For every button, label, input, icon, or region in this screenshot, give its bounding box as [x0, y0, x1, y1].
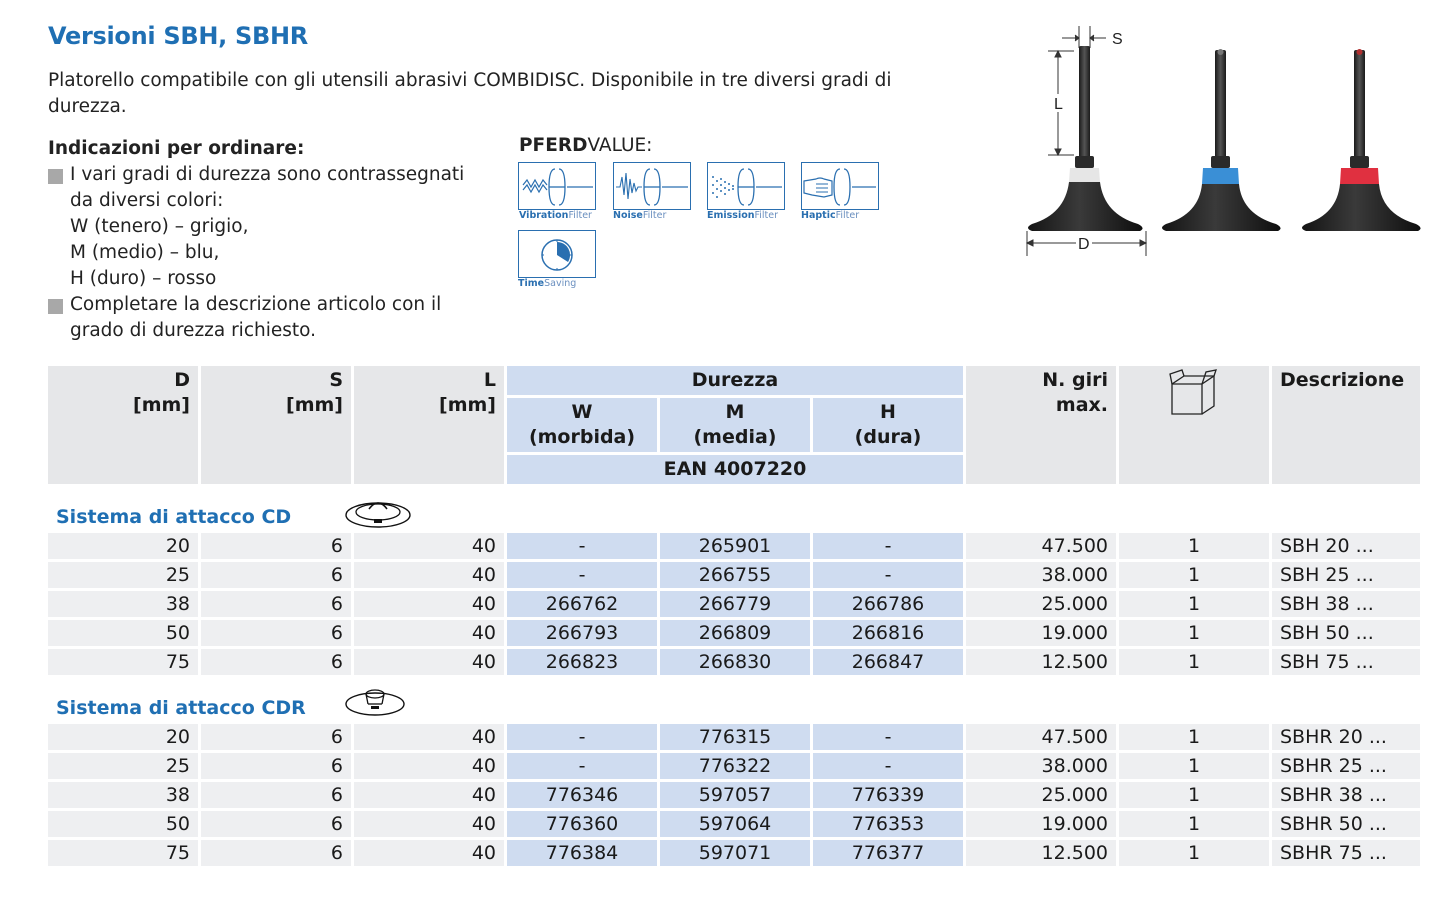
section-header [48, 675, 1420, 721]
cell-d: 25 [48, 750, 198, 779]
cell-pack-qty: 1 [1119, 646, 1269, 675]
cell-pack-qty: 1 [1119, 750, 1269, 779]
cell-max-rpm: 47.500 [966, 530, 1116, 559]
cell-ean-m: 266830 [660, 646, 810, 675]
cell-description: SBH 75 ... [1272, 646, 1420, 675]
cell-ean-w: 266762 [507, 588, 657, 617]
table-row [48, 530, 1420, 559]
pferd-value-heading: PFERDVALUE: [519, 135, 653, 156]
cell-s: 6 [201, 617, 351, 646]
section-title: Sistema di attacco CD [56, 506, 292, 528]
cell-s: 6 [201, 588, 351, 617]
cell-ean-w: - [507, 750, 657, 779]
cell-max-rpm: 12.500 [966, 646, 1116, 675]
cell-s: 6 [201, 779, 351, 808]
table-row [48, 808, 1420, 837]
intro-text: Platorello compatibile con gli utensili abrasivi COMBIDISC. Disponibile in tre diversi gradi di durezza. [48, 70, 892, 117]
cell-d: 25 [48, 559, 198, 588]
col-header-package [1119, 366, 1269, 484]
cell-pack-qty: 1 [1119, 588, 1269, 617]
cell-d: 50 [48, 808, 198, 837]
product-illustration [1020, 24, 1430, 264]
cell-ean-h: - [813, 530, 963, 559]
cell-description: SBHR 50 ... [1272, 808, 1420, 837]
cell-d: 38 [48, 588, 198, 617]
table-row [48, 588, 1420, 617]
cell-ean-h: 776353 [813, 808, 963, 837]
cell-ean-w: 776360 [507, 808, 657, 837]
cell-s: 6 [201, 837, 351, 866]
cell-l: 40 [354, 837, 504, 866]
cell-ean-w: 266823 [507, 646, 657, 675]
haptic-filter-icon [801, 162, 879, 210]
cell-ean-m: 776315 [660, 721, 810, 750]
table-row [48, 750, 1420, 779]
cell-s: 6 [201, 530, 351, 559]
cell-ean-m: 597071 [660, 837, 810, 866]
cell-ean-h: 776339 [813, 779, 963, 808]
cell-max-rpm: 19.000 [966, 808, 1116, 837]
cell-max-rpm: 19.000 [966, 617, 1116, 646]
cell-d: 75 [48, 646, 198, 675]
cell-ean-m: 266755 [660, 559, 810, 588]
cell-ean-m: 266779 [660, 588, 810, 617]
cell-ean-h: 266847 [813, 646, 963, 675]
dimension-l-label: L [1054, 96, 1063, 113]
cell-pack-qty: 1 [1119, 530, 1269, 559]
col-header-w: W (morbida) [507, 395, 657, 452]
table-row [48, 779, 1420, 808]
col-header-giri: N. giri max. [966, 366, 1116, 484]
cell-l: 40 [354, 530, 504, 559]
col-header-descrizione: Descrizione [1272, 366, 1420, 484]
table-row [48, 721, 1420, 750]
cell-description: SBH 20 ... [1272, 530, 1420, 559]
vibration-filter-icon [518, 162, 596, 210]
noise-filter-label: NoiseFilter [613, 210, 667, 221]
cell-description: SBHR 38 ... [1272, 779, 1420, 808]
cell-ean-h: 266816 [813, 617, 963, 646]
cell-description: SBHR 75 ... [1272, 837, 1420, 866]
bullet-square-icon [48, 169, 63, 184]
ordering-bullet-colors: I vari gradi di durezza sono contrassegnati da diversi colori: W (tenero) – grigio, M (medio) – blu, H (duro) – rosso [48, 162, 488, 292]
cell-pack-qty: 1 [1119, 617, 1269, 646]
table-row [48, 646, 1420, 675]
cell-max-rpm: 25.000 [966, 588, 1116, 617]
cell-s: 6 [201, 750, 351, 779]
cell-ean-h: 266786 [813, 588, 963, 617]
time-saving-label: TimeSaving [518, 278, 577, 289]
cell-l: 40 [354, 750, 504, 779]
col-header-h: H (dura) [813, 395, 963, 452]
cell-max-rpm: 38.000 [966, 559, 1116, 588]
cell-ean-w: - [507, 559, 657, 588]
cell-description: SBH 50 ... [1272, 617, 1420, 646]
section-header [48, 484, 1420, 530]
cell-ean-h: 776377 [813, 837, 963, 866]
col-header-durezza: Durezza [507, 366, 963, 395]
haptic-filter-label: HapticFilter [801, 210, 860, 221]
cell-s: 6 [201, 721, 351, 750]
cell-ean-m: 776322 [660, 750, 810, 779]
cell-s: 6 [201, 808, 351, 837]
dimension-s [1062, 26, 1106, 48]
cell-ean-m: 597057 [660, 779, 810, 808]
cell-max-rpm: 25.000 [966, 779, 1116, 808]
cell-ean-w: 776346 [507, 779, 657, 808]
cell-d: 75 [48, 837, 198, 866]
cell-description: SBH 38 ... [1272, 588, 1420, 617]
package-box-icon [1168, 368, 1220, 416]
bullet-square-icon [48, 299, 63, 314]
cell-l: 40 [354, 646, 504, 675]
cell-ean-h: - [813, 721, 963, 750]
vibration-filter-label: VibrationFilter [519, 210, 592, 221]
cell-l: 40 [354, 588, 504, 617]
cell-max-rpm: 38.000 [966, 750, 1116, 779]
col-header-s: S [mm] [201, 366, 351, 484]
cell-pack-qty: 1 [1119, 559, 1269, 588]
section-title: Sistema di attacco CDR [56, 697, 306, 719]
page-title: Versioni SBH, SBHR [48, 22, 308, 50]
cell-pack-qty: 1 [1119, 721, 1269, 750]
col-header-m: M (media) [660, 395, 810, 452]
cell-pack-qty: 1 [1119, 779, 1269, 808]
cell-d: 38 [48, 779, 198, 808]
cell-l: 40 [354, 617, 504, 646]
product-sbh-blue [1162, 49, 1281, 231]
cell-ean-m: 266809 [660, 617, 810, 646]
table-row [48, 837, 1420, 866]
table-row [48, 617, 1420, 646]
cell-ean-m: 597064 [660, 808, 810, 837]
cell-ean-w: - [507, 530, 657, 559]
dimension-d-label: D [1078, 236, 1090, 253]
product-sbh-red [1302, 49, 1421, 231]
cell-ean-h: - [813, 750, 963, 779]
cell-d: 20 [48, 530, 198, 559]
cell-l: 40 [354, 808, 504, 837]
cell-d: 50 [48, 617, 198, 646]
ordering-bullet-description: Completare la descrizione articolo con il grado di durezza richiesto. [48, 292, 488, 344]
cell-ean-w: 776384 [507, 837, 657, 866]
cell-description: SBH 25 ... [1272, 559, 1420, 588]
cdr-attachment-icon [343, 684, 407, 725]
product-sbh-grey [1028, 46, 1143, 231]
ordering-notes [48, 136, 488, 344]
cell-l: 40 [354, 779, 504, 808]
cell-s: 6 [201, 646, 351, 675]
col-header-l: L [mm] [354, 366, 504, 484]
cell-max-rpm: 12.500 [966, 837, 1116, 866]
cd-attachment-icon [343, 495, 413, 536]
noise-filter-icon [613, 162, 691, 210]
cell-ean-w: - [507, 721, 657, 750]
cell-description: SBHR 25 ... [1272, 750, 1420, 779]
cell-d: 20 [48, 721, 198, 750]
cell-ean-h: - [813, 559, 963, 588]
dimension-s-label: S [1112, 31, 1123, 48]
cell-l: 40 [354, 721, 504, 750]
emission-filter-label: EmissionFilter [707, 210, 779, 221]
cell-ean-w: 266793 [507, 617, 657, 646]
cell-max-rpm: 47.500 [966, 721, 1116, 750]
cell-s: 6 [201, 559, 351, 588]
cell-ean-m: 265901 [660, 530, 810, 559]
emission-filter-icon [707, 162, 785, 210]
cell-description: SBHR 20 ... [1272, 721, 1420, 750]
time-saving-icon [518, 230, 596, 278]
cell-pack-qty: 1 [1119, 837, 1269, 866]
cell-pack-qty: 1 [1119, 808, 1269, 837]
cell-l: 40 [354, 559, 504, 588]
col-header-d: D [mm] [48, 366, 198, 484]
product-table [45, 366, 1423, 866]
ordering-heading: Indicazioni per ordinare: [48, 138, 305, 159]
col-header-ean: EAN 4007220 [507, 452, 963, 484]
table-row [48, 559, 1420, 588]
